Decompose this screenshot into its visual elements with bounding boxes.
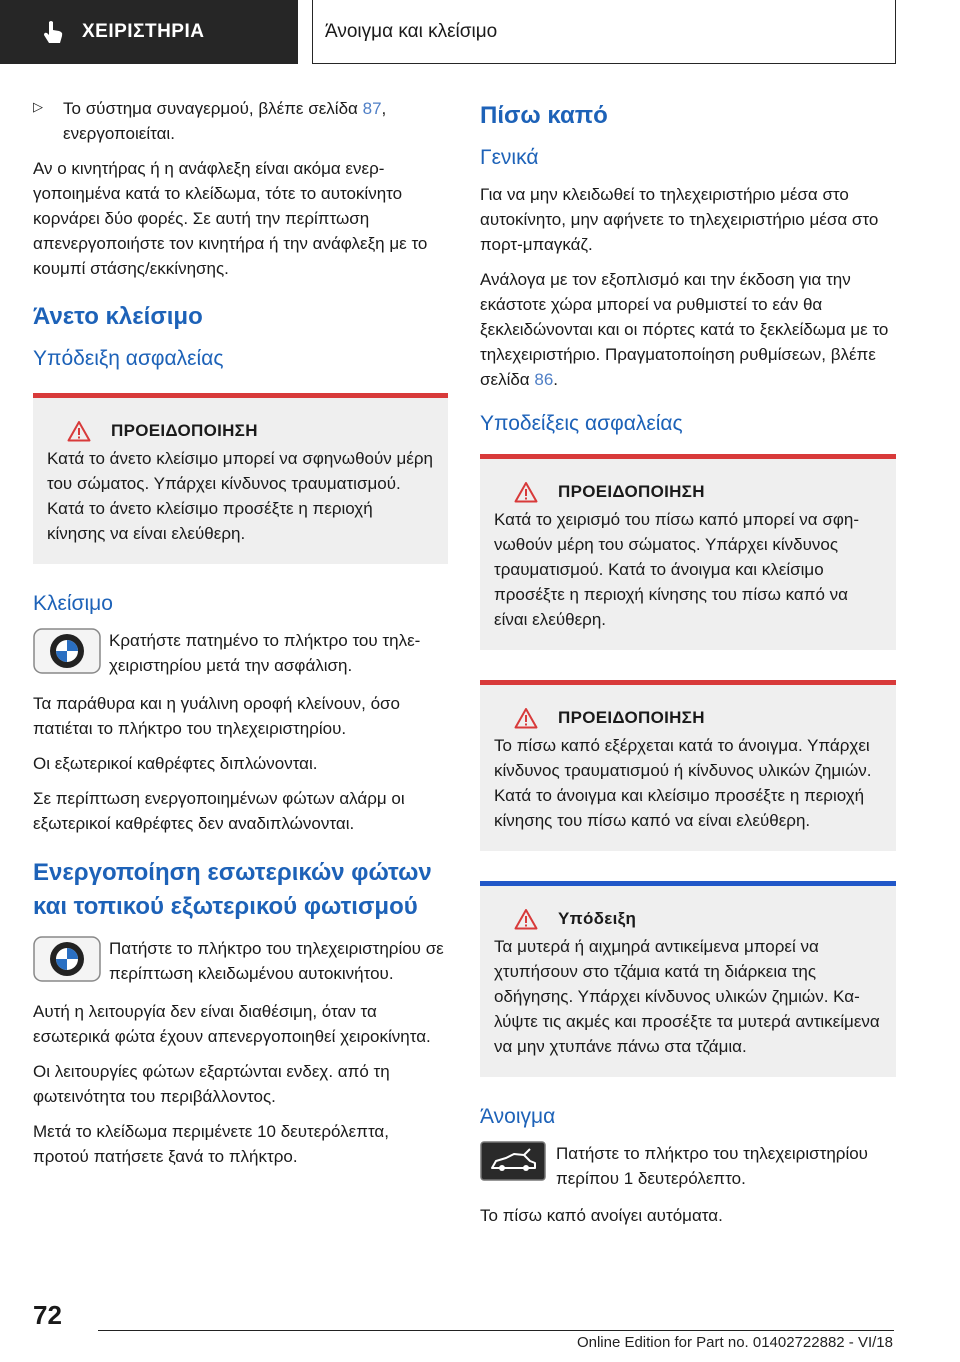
paragraph: Αν ο κινητήρας ή η ανάφλεξη είναι ακόμα ενεργοποιημένα κατά το κλείδωμα, τότε το αυτοκίνητο κορνάρει δύο φορές. Σε αυτή την περίπτωση απενεργοποιήστε τον κινητήρα ή την ανάφλεξη με το κουμπί στάσης/εκκίνησης. bbox=[33, 159, 428, 278]
key-fob-lock-icon bbox=[33, 936, 101, 982]
heading-safety-note: Υπόδειξη ασφαλείας bbox=[33, 347, 224, 370]
paragraph: Το πίσω καπό ανοίγει αυτόματα. bbox=[480, 1206, 723, 1225]
warning-triangle-icon bbox=[514, 908, 538, 930]
warning-box bbox=[33, 393, 448, 564]
note-box bbox=[480, 881, 896, 1077]
paragraph: Σε περίπτωση ενεργοποιημένων φώτων αλάρμ οι εξωτερικοί καθρέφτες δεν αναδιπλώνονται. bbox=[33, 789, 405, 833]
paragraph: Οι εξωτερικοί καθρέφτες διπλώνονται. bbox=[33, 754, 318, 773]
triangle-bullet-icon: ▷ bbox=[33, 99, 43, 114]
page-link-86[interactable]: 86 bbox=[534, 370, 554, 389]
section-tab bbox=[0, 0, 298, 64]
tailgate-button-icon bbox=[480, 1141, 546, 1181]
hand-pointer-icon bbox=[40, 19, 66, 45]
close-instruction-text: Κρατήστε πατημένο το πλήκτρο του τηλεχειριστηρίου μετά την ασφάλιση. bbox=[109, 631, 421, 675]
open-instruction bbox=[480, 1141, 896, 1191]
paragraph: Για να μην κλειδωθεί το τηλεχειριστήριο μέσα στο αυτοκίνητο, μην αφήνετε το τηλεχειριστήριο μέσα στο πορτ-μπαγκάζ. bbox=[480, 185, 879, 254]
paragraph: Οι λειτουργίες φώτων εξαρτώνται ενδεχ. από τη φωτεινότητα του περιβάλλοντος. bbox=[33, 1062, 390, 1106]
close-instruction bbox=[33, 628, 448, 679]
heading-comfort-closing: Άνετο κλείσιμο bbox=[33, 303, 203, 330]
edition-text: Online Edition for Part no. 01402722882 - VI/18 bbox=[576, 1334, 893, 1351]
alarm-bullet-text: Το σύστημα συναγερμού, βλέπε σελίδα 87, ενεργοποιείται. bbox=[63, 99, 387, 143]
warning-box bbox=[480, 680, 896, 851]
left-column bbox=[33, 96, 448, 1179]
heading-interior-lights: Ενεργοποίηση εσωτερικών φώτων και τοπικού εξωτερικού φωτισμού bbox=[33, 859, 432, 920]
warning-triangle-icon bbox=[67, 420, 91, 442]
warning-title: ΠΡΟΕΙΔΟΠΟΙΗΣΗ bbox=[558, 482, 705, 501]
note-title: Υπόδειξη bbox=[558, 909, 637, 928]
lights-instruction-text: Πατήστε το πλήκτρο του τηλεχειριστηρίου σε περίπτωση κλειδωμένου αυτοκινήτου. bbox=[109, 939, 444, 983]
heading-closing: Κλείσιμο bbox=[33, 592, 113, 615]
page-number: 72 bbox=[33, 1300, 62, 1330]
page-header bbox=[0, 0, 960, 66]
heading-opening: Άνοιγμα bbox=[480, 1105, 556, 1128]
right-column bbox=[480, 88, 896, 1238]
warning-text: Κατά το άνετο κλείσιμο μπορεί να σφηνωθούν μέρη του σώματος. Υπάρχει κίνδυνος τραυματισμού. Κατά το άνετο κλείσιμο προσέξτε η περιοχή κίνησης να είναι ελεύθερη. bbox=[47, 449, 434, 543]
section-title: ΧΕΙΡΙΣΤΗΡΙΑ bbox=[82, 21, 205, 42]
page-link-87[interactable]: 87 bbox=[362, 99, 382, 118]
heading-safety-notes: Υποδείξεις ασφαλείας bbox=[480, 412, 683, 435]
footer-divider bbox=[98, 1330, 894, 1331]
lights-instruction bbox=[33, 936, 448, 987]
note-text: Τα μυτερά ή αιχμηρά αντικείμενα μπορεί να χτυπήσουν στο τζάμια κατά τη διάρκεια της οδήγησης. Υπάρχει κίνδυνος υλικών ζημιών. Καλύψτε τις ακμές και προσέξτε τα μυτερά αντικείμενα να μην χτυπάνε πάνω στα τζάμια. bbox=[494, 937, 880, 1056]
alarm-bullet bbox=[33, 96, 448, 146]
paragraph: Μετά το κλείδωμα περιμένετε 10 δευτερόλεπτα, προτού πατήσετε ξανά το πλήκτρο. bbox=[33, 1122, 389, 1166]
paragraph: Τα παράθυρα και η γυάλινη οροφή κλείνουν, όσο πατιέται το πλήκτρο του τηλεχειριστηρίου. bbox=[33, 694, 400, 738]
warning-triangle-icon bbox=[514, 481, 538, 503]
heading-tailgate: Πίσω καπό bbox=[480, 102, 608, 129]
heading-general: Γενικά bbox=[480, 146, 539, 169]
warning-text: Κατά το χειρισμό του πίσω καπό μπορεί να σφηνωθούν μέρη του σώματος. Υπάρχει κίνδυνος τραυματισμού. Κατά το άνοιγμα και κλείσιμο προσέξτε η περιοχή κίνησης του πίσω καπό να είναι ελεύθερη. bbox=[494, 510, 859, 629]
warning-triangle-icon bbox=[514, 707, 538, 729]
key-fob-lock-icon bbox=[33, 628, 101, 674]
open-instruction-text: Πατήστε το πλήκτρο του τηλεχειριστηρίου περίπου 1 δευτερόλεπτο. bbox=[556, 1144, 868, 1188]
warning-title: ΠΡΟΕΙΔΟΠΟΙΗΣΗ bbox=[558, 708, 705, 727]
chapter-tab bbox=[312, 0, 896, 64]
paragraph: Ανάλογα με τον εξοπλισμό και την έκδοση για την εκάστοτε χώρα μπορεί να ρυθμιστεί το εάν θα ξεκλειδώνονται και οι πόρτες κατά το ξεκλείδωμα με το τηλεχειριστήριο. Πραγματοποίηση ρυθμίσεων, βλέπε σελίδα 86. bbox=[480, 270, 889, 389]
warning-title: ΠΡΟΕΙΔΟΠΟΙΗΣΗ bbox=[111, 421, 258, 440]
warning-box bbox=[480, 454, 896, 650]
paragraph: Αυτή η λειτουργία δεν είναι διαθέσιμη, όταν τα εσωτερικά φώτα έχουν απενεργοποιηθεί χειροκίνητα. bbox=[33, 1002, 431, 1046]
chapter-title: Άνοιγμα και κλείσιμο bbox=[325, 20, 498, 42]
warning-text: Το πίσω καπό εξέρχεται κατά το άνοιγμα. Υπάρχει κίνδυνος τραυματισμού ή κίνδυνος υλικών ζημιών. Κατά το άνοιγμα και κλείσιμο προσέξτε η περιοχή κίνησης του πίσω καπό να είναι ελεύθερη. bbox=[494, 736, 872, 830]
